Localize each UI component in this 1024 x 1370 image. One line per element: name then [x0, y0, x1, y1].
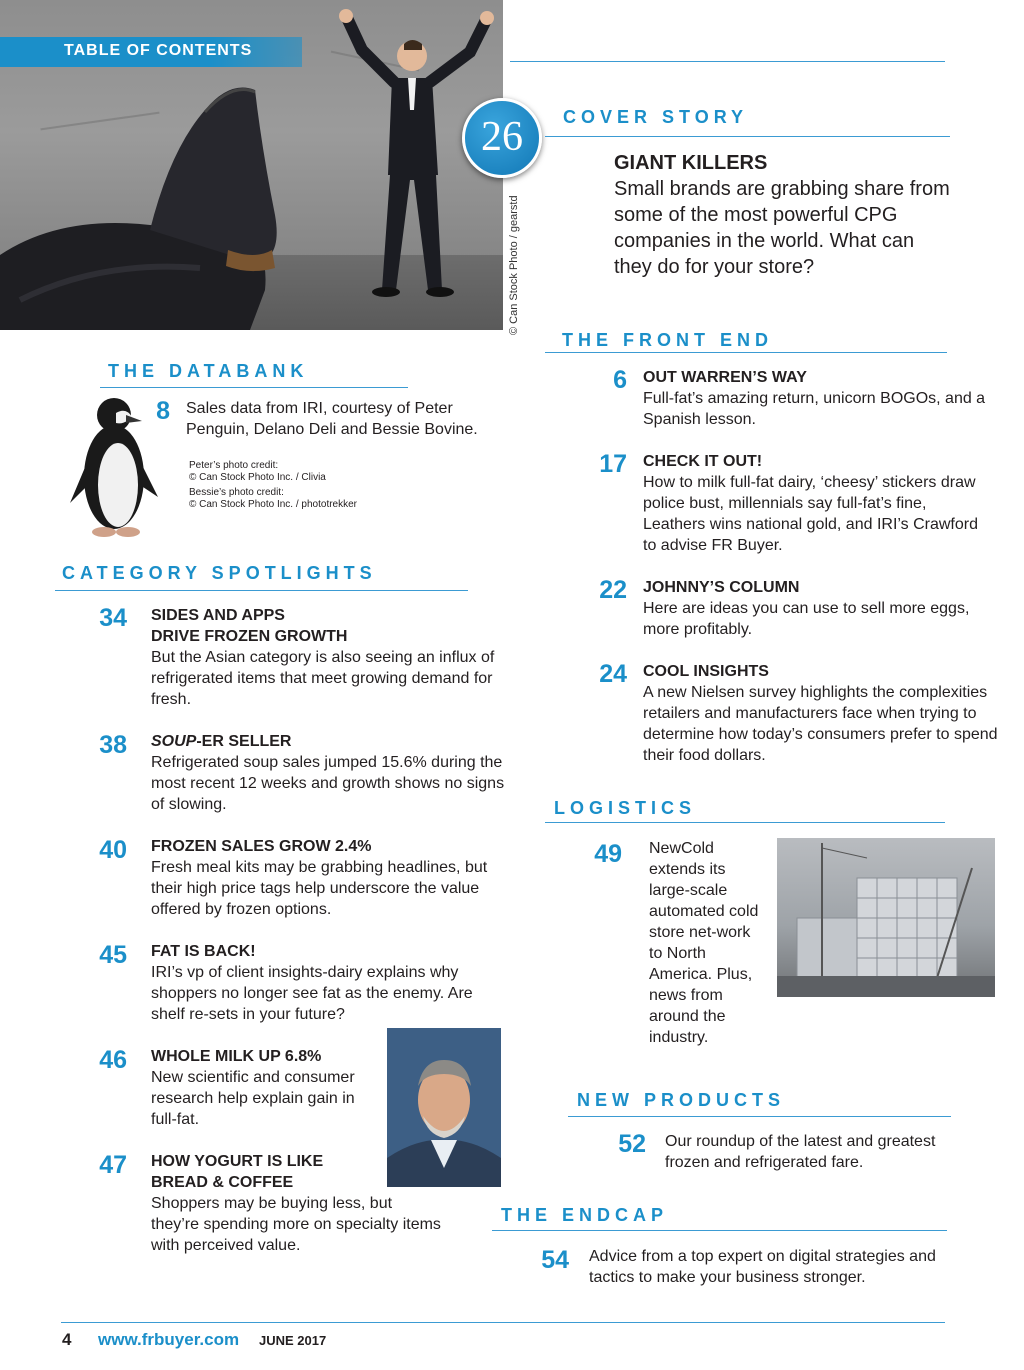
page-number: 52 — [618, 1130, 646, 1158]
entry-title: DRIVE FROZEN GROWTH — [151, 628, 348, 645]
page-number: 8 — [156, 397, 170, 425]
page-number: 46 — [99, 1046, 127, 1074]
footer-date: JUNE 2017 — [259, 1333, 327, 1348]
entry-body: Shoppers may be buying less, but they’re spending more on specialty items with perceived value. — [151, 1195, 441, 1254]
front-end-rule — [545, 352, 947, 353]
entry-body: IRI’s vp of client insights-dairy explains why shoppers no longer see fat as the enemy. Are shelf re-sets in your future? — [151, 964, 473, 1023]
category-spotlights-heading: CATEGORY SPOTLIGHTS — [62, 563, 377, 583]
page-number: 38 — [99, 731, 127, 759]
cover-page-number-badge: 26 — [462, 98, 542, 178]
entry-body: Our roundup of the latest and greatest frozen and refrigerated fare. — [665, 1133, 936, 1171]
category-rule — [55, 590, 468, 591]
toc-entry-newcold[interactable] — [649, 838, 764, 1048]
credit-text: © Can Stock Photo Inc. / phototrekker — [189, 499, 358, 510]
credit-label: Peter’s photo credit: — [189, 460, 279, 471]
entry-title: OUT WARREN’S WAY — [643, 369, 807, 386]
credit-text: © Can Stock Photo Inc. / Clivia — [189, 472, 326, 483]
entry-title: FROZEN SALES GROW 2.4% — [151, 838, 372, 855]
photo-credit: © Can Stock Photo / gearstd — [508, 195, 520, 335]
credit-label: Bessie’s photo credit: — [189, 487, 284, 498]
toc-entry-out-warrens-way[interactable] — [643, 367, 998, 430]
entry-title-rest: -ER SELLER — [196, 733, 292, 750]
endcap-heading: THE ENDCAP — [501, 1205, 669, 1225]
page-number: 22 — [599, 576, 627, 604]
cover-story-title: GIANT KILLERS — [614, 152, 768, 174]
page-number: 54 — [541, 1246, 569, 1274]
endcap-rule — [492, 1230, 947, 1231]
entry-title-italic: SOUP — [151, 733, 197, 750]
toc-entry-frozen-sales[interactable] — [151, 836, 506, 920]
front-end-heading: THE FRONT END — [562, 330, 773, 350]
page-number: 45 — [99, 941, 127, 969]
page-number: 40 — [99, 836, 127, 864]
entry-body: Full-fat’s amazing return, unicorn BOGOs, and a Spanish lesson. — [643, 390, 986, 428]
page-number: 34 — [99, 604, 127, 632]
top-rule — [510, 61, 945, 62]
entry-title: SIDES AND APPS — [151, 607, 285, 624]
entry-body: How to milk full-fat dairy, ‘cheesy’ stickers draw police bust, millennials say full-fat’s fine, Leathers wins national gold, and IRI’s Crawford to advise FR Buyer. — [643, 474, 978, 554]
page-number: 24 — [599, 660, 627, 688]
entry-title: JOHNNY’S COLUMN — [643, 579, 800, 596]
toc-entry-whole-milk[interactable] — [151, 1046, 376, 1130]
footer-url[interactable]: www.frbuyer.com — [98, 1330, 240, 1349]
entry-body: NewCold extends its large-scale automated cold store net-work to North America. Plus, news from around the industry. — [649, 840, 759, 1046]
entry-title: BREAD & COFFEE — [151, 1174, 294, 1191]
cover-story-rule — [545, 136, 950, 137]
toc-entry-fat-is-back[interactable] — [151, 941, 506, 1025]
toc-entry-databank[interactable] — [186, 398, 506, 440]
entry-title: WHOLE MILK UP 6.8% — [151, 1048, 322, 1065]
entry-body: New scientific and consumer research help explain gain in full-fat. — [151, 1069, 355, 1128]
entry-body: Advice from a top expert on digital strategies and tactics to make your business stronger. — [589, 1248, 936, 1286]
new-products-rule — [568, 1116, 951, 1117]
cover-story-body: Small brands are grabbing share from some of the most powerful CPG companies in the world. What can they do for your store? — [614, 178, 950, 278]
toc-entry-sides-and-apps[interactable] — [151, 605, 506, 710]
entry-body: Fresh meal kits may be grabbing headlines, but their high price tags help underscore the value offered by frozen options. — [151, 859, 488, 918]
warehouse-image — [777, 838, 995, 997]
entry-title — [151, 731, 506, 752]
toc-entry-check-it-out[interactable] — [643, 451, 983, 556]
page-number: 49 — [594, 840, 622, 868]
toc-entry-souper-seller[interactable] — [151, 731, 506, 815]
toc-entry-cool-insights[interactable] — [643, 661, 1003, 766]
logistics-rule — [545, 822, 945, 823]
footer-page-number: 4 — [62, 1330, 72, 1349]
footer-rule — [61, 1322, 945, 1323]
entry-title: COOL INSIGHTS — [643, 663, 769, 680]
entry-body: Refrigerated soup sales jumped 15.6% during the most recent 12 weeks and growth shows no signs of slowing. — [151, 754, 505, 813]
toc-entry-endcap[interactable] — [589, 1246, 959, 1288]
toc-entry-yogurt[interactable] — [151, 1151, 451, 1256]
cover-story-heading: COVER STORY — [563, 107, 749, 127]
entry-body: A new Nielsen survey highlights the complexities retailers and manufacturers face when trying to determine how today’s consumers prefer to spend their food dollars. — [643, 684, 998, 764]
cover-story-entry[interactable] — [614, 151, 954, 280]
new-products-heading: NEW PRODUCTS — [577, 1090, 785, 1110]
logistics-heading: LOGISTICS — [554, 798, 697, 818]
page-number: 17 — [599, 450, 627, 478]
entry-title: FAT IS BACK! — [151, 943, 256, 960]
databank-heading: THE DATABANK — [108, 361, 309, 381]
entry-title: HOW YOGURT IS LIKE — [151, 1153, 324, 1170]
toc-entry-johnnys-column[interactable] — [643, 577, 1003, 640]
entry-body: But the Asian category is also seeing an influx of refrigerated items that meet growing demand for fresh. — [151, 649, 495, 708]
page-number: 6 — [613, 366, 627, 394]
databank-photo-credits — [189, 460, 409, 511]
table-of-contents-banner: TABLE OF CONTENTS — [0, 37, 302, 67]
entry-body: Here are ideas you can use to sell more eggs, more profitably. — [643, 600, 970, 638]
entry-body: Sales data from IRI, courtesy of Peter Penguin, Delano Deli and Bessie Bovine. — [186, 400, 478, 438]
page-number: 47 — [99, 1151, 127, 1179]
toc-entry-new-products[interactable] — [665, 1131, 965, 1173]
warehouse-illustration — [777, 838, 995, 997]
entry-title: CHECK IT OUT! — [643, 453, 763, 470]
